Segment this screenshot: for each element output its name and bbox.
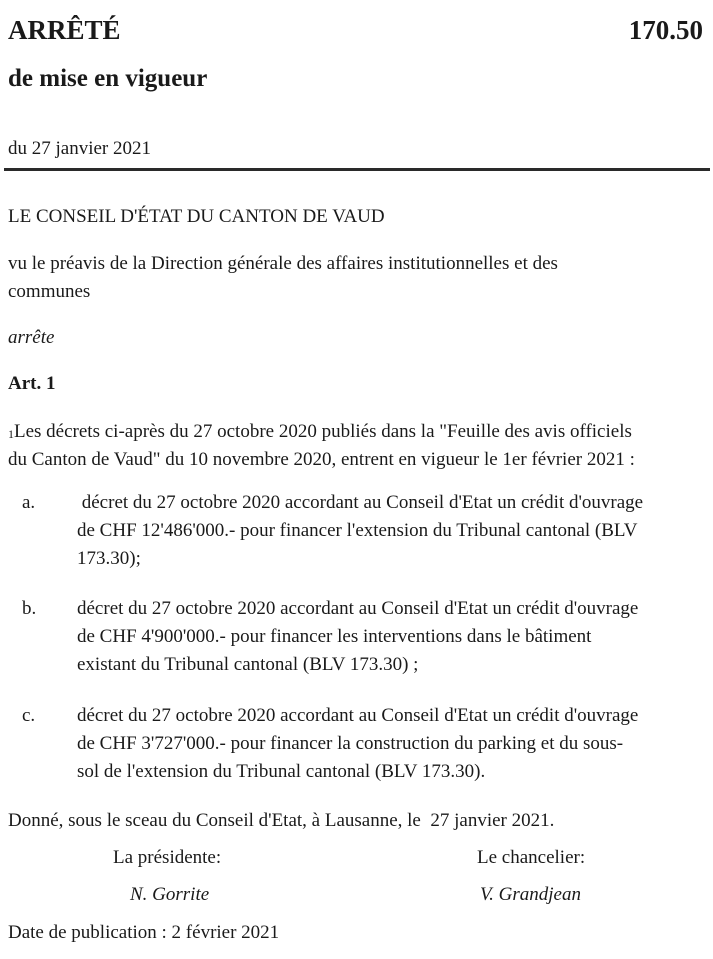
paragraph-line: du Canton de Vaud" du 10 novembre 2020, entrent en vigueur le 1er février 2021 : <box>8 449 635 470</box>
document-date: du 27 janvier 2021 <box>8 138 152 159</box>
list-item-line: de CHF 3'727'000.- pour financer la construction du parking et du sous- <box>77 733 624 754</box>
paragraph-number: 1 <box>8 427 14 441</box>
list-item-line: 173.30); <box>77 548 141 569</box>
list-item-line: sol de l'extension du Tribunal cantonal (BLV 173.30). <box>77 761 486 782</box>
list-item-text <box>77 702 638 786</box>
list-item-text <box>77 595 638 679</box>
document-number: 170.50 <box>628 15 703 45</box>
paragraph-text: Les décrets ci-après du 27 octobre 2020 publiés dans la "Feuille des avis officiels <box>14 421 632 442</box>
document-title: ARRÊTÉ <box>8 15 121 45</box>
header-divider <box>4 168 710 171</box>
list-item-line: décret du 27 octobre 2020 accordant au Conseil d'Etat un crédit d'ouvrage <box>77 492 644 513</box>
signatory-left-name: N. Gorrite <box>130 884 210 905</box>
list-item-line: de CHF 12'486'000.- pour financer l'extension du Tribunal cantonal (BLV <box>77 520 638 541</box>
signatory-right-name: V. Grandjean <box>480 884 581 905</box>
list-item-letter: a. <box>22 492 36 513</box>
list-item-line: décret du 27 octobre 2020 accordant au Conseil d'Etat un crédit d'ouvrage <box>77 705 639 726</box>
publication-date: Date de publication : 2 février 2021 <box>8 922 280 943</box>
article-heading: Art. 1 <box>8 373 56 394</box>
list-item-line: existant du Tribunal cantonal (BLV 173.30) ; <box>77 654 419 675</box>
list-item-line: décret du 27 octobre 2020 accordant au Conseil d'Etat un crédit d'ouvrage <box>77 598 639 619</box>
given-statement: Donné, sous le sceau du Conseil d'Etat, à Lausanne, le 27 janvier 2021. <box>8 810 555 831</box>
decision-word: arrête <box>8 327 55 348</box>
list-item-line: de CHF 4'900'000.- pour financer les interventions dans le bâtiment <box>77 626 592 647</box>
article-paragraph <box>8 418 635 474</box>
list-item-letter: c. <box>22 705 36 726</box>
signatory-left-title: La présidente: <box>113 847 222 868</box>
signatory-right-title: Le chancelier: <box>477 847 586 868</box>
paragraph-line <box>8 418 635 446</box>
preamble-line: vu le préavis de la Direction générale des affaires institutionnelles et des <box>8 253 558 274</box>
document-subtitle: de mise en vigueur <box>8 65 208 92</box>
preamble <box>8 250 558 306</box>
list-item-text <box>77 489 643 573</box>
preamble-line: communes <box>8 281 91 302</box>
list-item-letter: b. <box>22 598 37 619</box>
issuing-authority: LE CONSEIL D'ÉTAT DU CANTON DE VAUD <box>8 206 385 227</box>
